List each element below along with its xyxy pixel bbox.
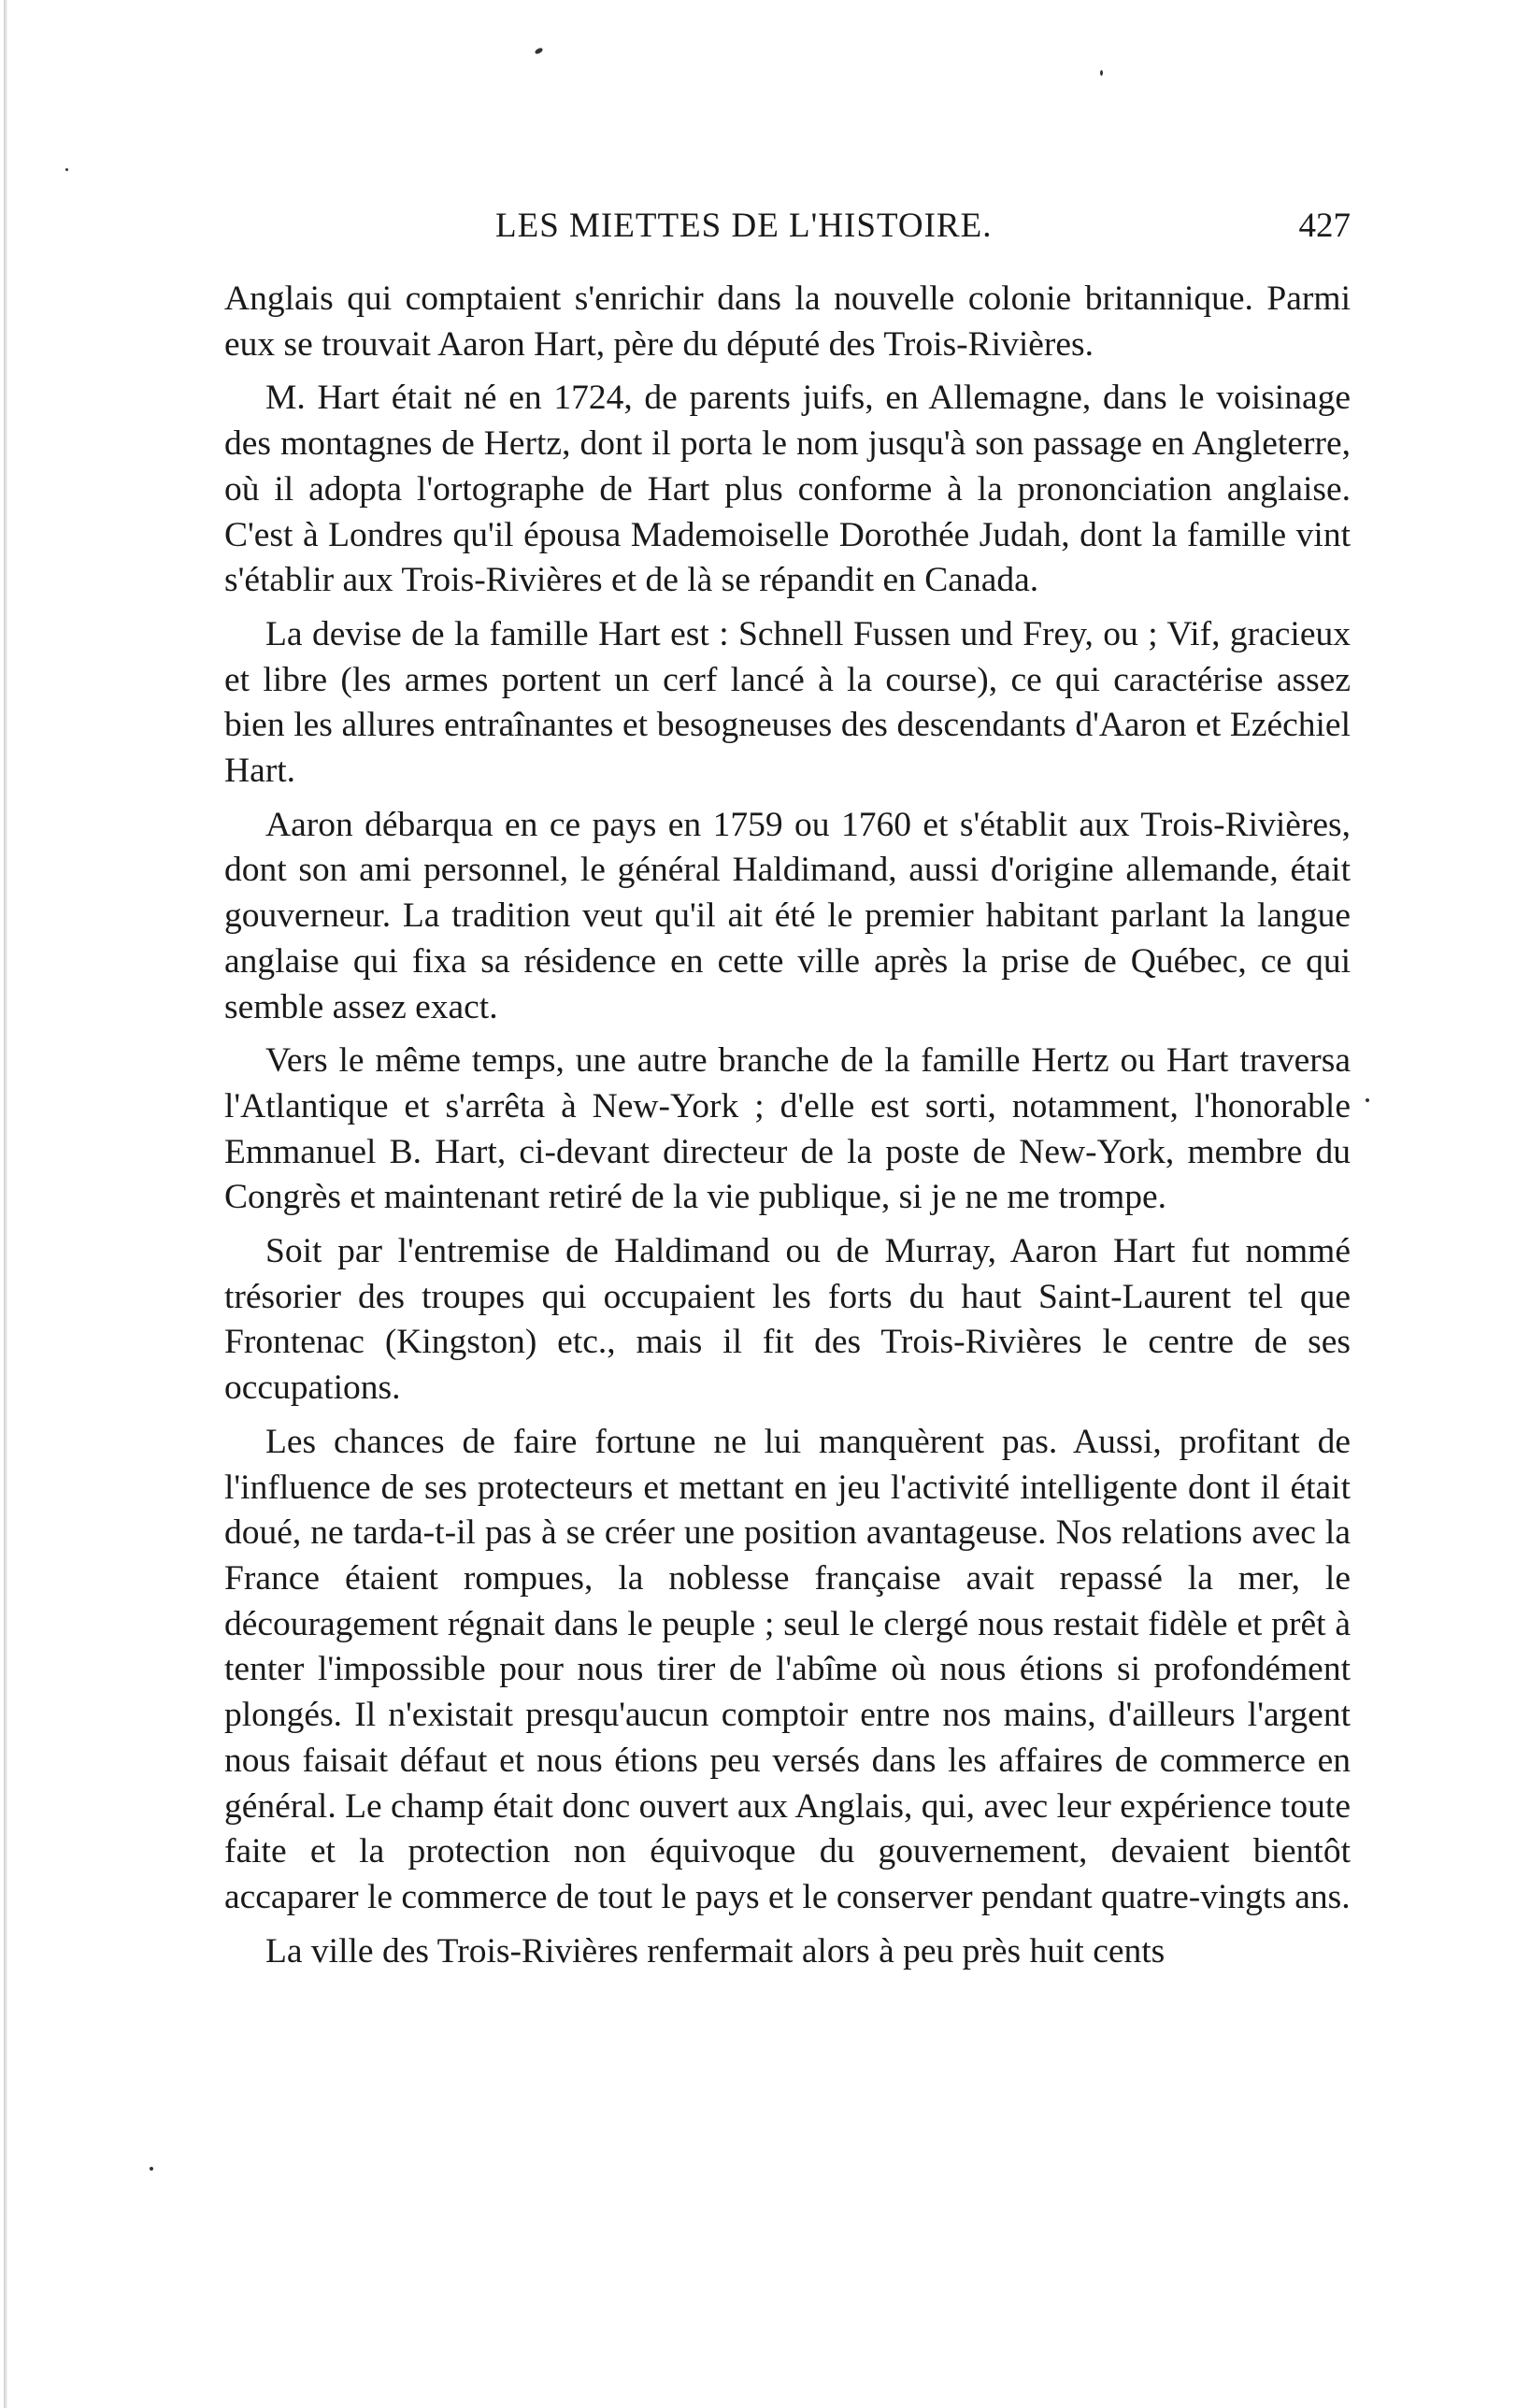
ink-speck xyxy=(150,2167,153,2171)
paragraph: Les chances de faire fortune ne lui manquèrent pas. Aussi, profitant de l'influence de ses protecteurs et mettant en jeu l'activité intelligente dont il était doué, ne tarda-t-il pas à se créer une position avantageuse. Nos relations avec la France étaient rompues, la noblesse française avait repassé la mer, le découragement régnait dans le peuple ; seul le clergé nous restait fidèle et prêt à tenter l'impossible pour nous tirer de l'abîme où nous étions si profondément plongés. Il n'existait presqu'aucun comptoir entre nos mains, d'ailleurs l'argent nous faisait défaut et nous étions peu versés dans les affaires de commerce en général. Le champ était donc ouvert aux Anglais, qui, avec leur expérience toute faite et la protection non équivoque du gouvernement, devaient bientôt accaparer le commerce de tout le pays et le conserver pendant quatre-vingts ans. xyxy=(224,1422,1351,1916)
ink-speck xyxy=(1100,70,1103,76)
body-text xyxy=(224,277,1351,1983)
page-number: 427 xyxy=(1298,207,1351,245)
paragraph: La ville des Trois-Rivières renfermait alors à peu près huit cents xyxy=(265,1931,1166,1971)
paragraph: Vers le même temps, une autre branche de la famille Hertz ou Hart traversa l'Atlantique et s'arrêta à New-York ; d'elle est sorti, notamment, l'honorable Emmanuel B. Hart, ci-devant directeur de la poste de New-York, membre du Congrès et maintenant retiré de la vie publique, si je ne me trompe. xyxy=(224,1041,1351,1217)
ink-speck xyxy=(534,47,543,55)
running-title: LES MIETTES DE L'HISTOIRE. xyxy=(495,207,993,245)
ink-speck xyxy=(65,168,68,171)
ink-speck xyxy=(1366,1098,1369,1102)
paragraph: M. Hart était né en 1724, de parents juifs, en Allemagne, dans le voisinage des montagnes de Hertz, dont il porta le nom jusqu'à son passage en Angleterre, où il adopta l'ortographe de Hart plus conforme à la prononciation anglaise. C'est à Londres qu'il épousa Mademoiselle Dorothée Judah, dont la famille vint s'établir aux Trois-Rivières et de là se répandit en Canada. xyxy=(224,379,1351,600)
paragraph: Soit par l'entremise de Haldimand ou de Murray, Aaron Hart fut nommé trésorier des troupes qui occupaient les forts du haut Saint-Laurent tel que Frontenac (Kingston) etc., mais il fit des Trois-Rivières le centre de ses occupations. xyxy=(224,1232,1351,1408)
paragraph: Aaron débarqua en ce pays en 1759 ou 1760 et s'établit aux Trois-Rivières, dont son ami personnel, le général Haldimand, aussi d'origine allemande, était gouverneur. La tradition veut qu'il ait été le premier habitant parlant la langue anglaise qui fixa sa résidence en cette ville après la prise de Québec, ce qui semble assez exact. xyxy=(224,805,1351,1026)
running-header xyxy=(224,206,1351,252)
paragraph: La devise de la famille Hart est : Schnell Fussen und Frey, ou ; Vif, gracieux et libre (les armes portent un cerf lancé à la course), ce qui caractérise assez bien les allures entraînantes et besogneuses des descendants d'Aaron et Ezéchiel Hart. xyxy=(224,614,1351,791)
page-binding-edge xyxy=(4,0,7,2408)
paragraph: Anglais qui comptaient s'enrichir dans la nouvelle colonie britannique. Parmi eux se trouvait Aaron Hart, père du député des Trois-Rivières. xyxy=(224,280,1351,364)
